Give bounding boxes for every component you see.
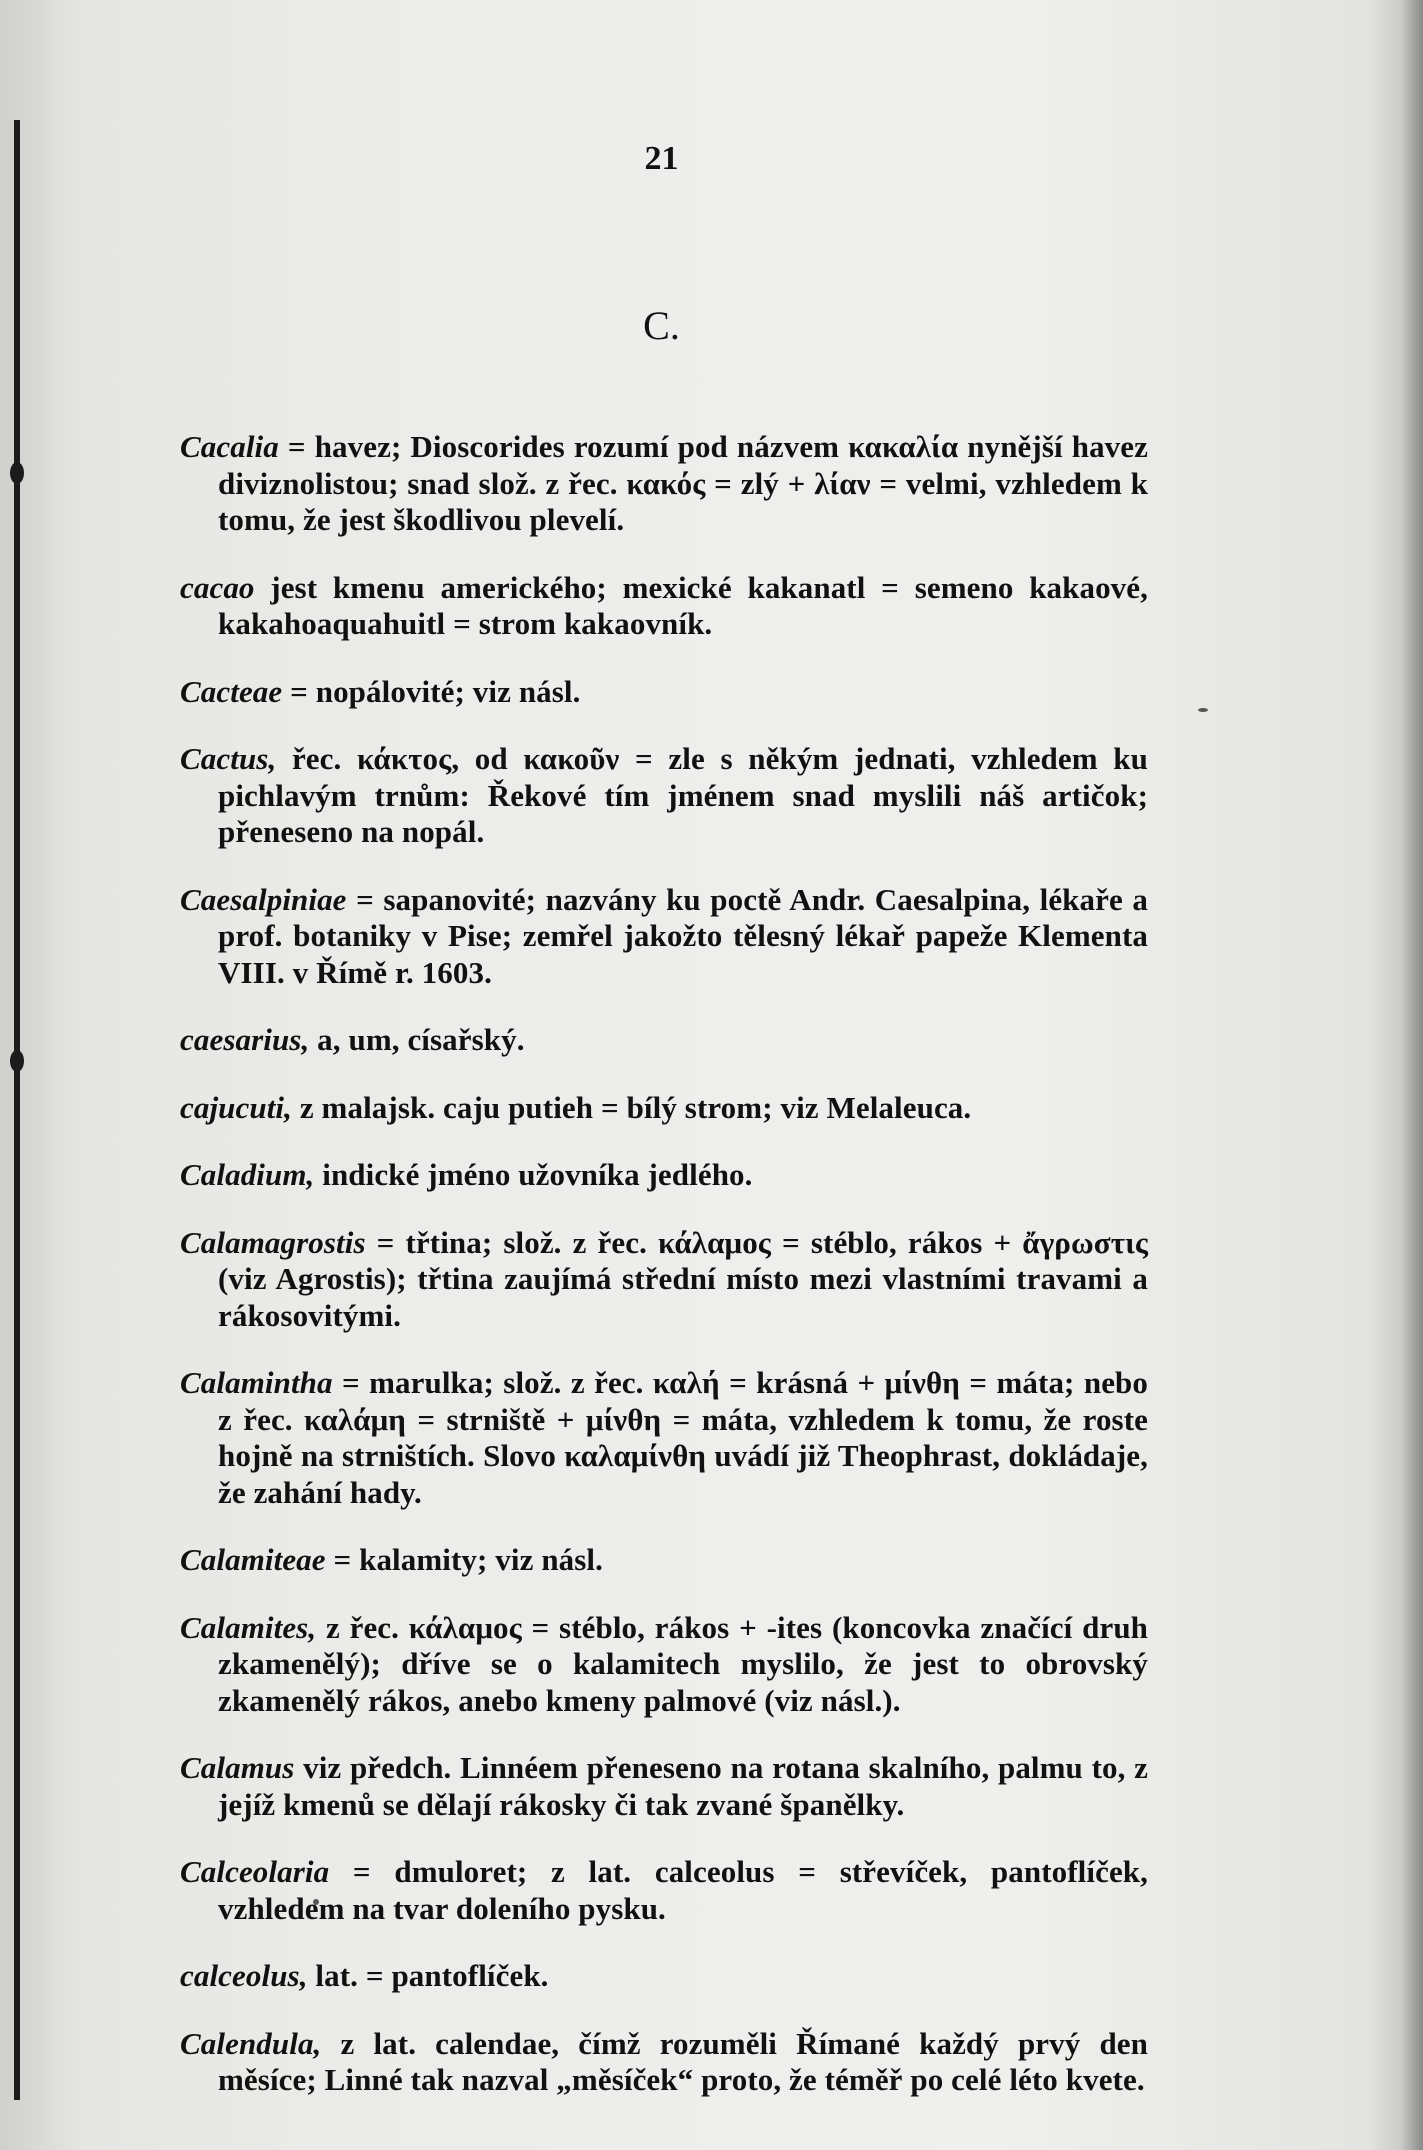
dictionary-entry (180, 674, 1148, 711)
entry-text: lat. = pantoflíček. (307, 1958, 549, 1993)
entry-text: z řec. κάλαμος = stéblo, rákos + -ites (koncovka značící druh zkamenělý); dříve se o kalamitech myslilo, že jest to obrovský zkamenělý rákos, anebo kmeny palmové (viz násl.). (218, 1609, 1148, 1718)
scan-speck (1198, 708, 1208, 712)
dictionary-entry (180, 1610, 1148, 1720)
dictionary-entry (180, 1157, 1148, 1194)
entry-headword: Calceolaria (180, 1854, 330, 1889)
dictionary-entry (180, 882, 1148, 992)
entry-text: = havez; Dioscorides rozumí pod názvem κακαλία nynější havez diviznolistou; snad slož. z řec. κακός = zlý + λίαν = velmi, vzhledem k tomu, že jest škodlivou plevelí. (218, 429, 1148, 537)
entry-text: a, um, císařský. (309, 1022, 525, 1057)
binding-mark (10, 462, 24, 484)
entry-headword: calceolus, (180, 1958, 308, 1993)
dictionary-entry (180, 1750, 1148, 1823)
entry-headword: Cacalia (180, 429, 279, 464)
dictionary-entry (180, 1365, 1148, 1511)
page-number: 21 (644, 140, 679, 177)
entry-headword: Caesalpiniae (180, 881, 347, 917)
entry-headword: cajucuti, (180, 1089, 292, 1125)
binding-edge (14, 120, 20, 2100)
entry-headword: Calendula, (180, 2025, 322, 2061)
entry-headword: Calamiteae (180, 1542, 326, 1577)
dictionary-entry (180, 741, 1148, 851)
entry-text: z lat. calendae, čímž rozuměli Římané každý prvý den měsíce; Linné tak nazval „měsíček“ proto, že téměř po celé léto kvete. (218, 2025, 1148, 2097)
entry-text: = sapanovité; nazvány ku poctě Andr. Caesalpina, lékaře a prof. botaniky v Pise; zemřel jakožto tělesný lékař papeže Klementa VIII. v Římě r. 1603. (218, 881, 1148, 990)
binding-mark (10, 1050, 24, 1072)
dictionary-entry (180, 1542, 1148, 1579)
dictionary-entry (180, 2026, 1148, 2099)
entry-headword: Calamites, (180, 1609, 317, 1645)
entry-headword: Cacteae (180, 673, 283, 709)
entry-text: viz předch. Linnéem přeneseno na rotana skalního, palmu to, z jejíž kmenů se dělají rákosky či tak zvané španělky. (218, 1750, 1148, 1822)
dictionary-entries (180, 398, 1148, 2106)
entry-headword: Calamagrostis (180, 1224, 366, 1260)
dictionary-entry (180, 570, 1148, 643)
entry-text: = marulka; slož. z řec. καλή = krásná + μίνθη = máta; nebo z řec. καλάμη = strniště + μίνθη = máta, vzhledem k tomu, že roste hojně na strništích. Slovo καλαμίνθη uvádí již Theophrast, dokládaje, že zahání hady. (218, 1365, 1148, 1510)
entry-headword: Calamintha (180, 1365, 333, 1400)
dictionary-entry (180, 429, 1148, 539)
entry-headword: Cactus, (180, 741, 277, 776)
entry-text: = třtina; slož. z řec. κάλαμος = stéblo, rákos + ἄγρωστις (viz Agrostis); třtina zaujímá střední místo mezi vlastními travami a rákosovitými. (218, 1224, 1148, 1333)
entry-text: z malajsk. caju putieh = bílý strom; viz Melaleuca. (292, 1089, 972, 1125)
entry-text: jest kmenu amerického; mexické kakanatl = semeno kakaové, kakahoaquahuitl = strom kakaovník. (218, 569, 1148, 641)
dictionary-entry (180, 1958, 1148, 1995)
page-edge-shadow (1401, 0, 1423, 2150)
entry-text: řec. κάκτος, od κακοῦν = zle s někým jednati, vzhledem ku pichlavým trnům: Řekové tím jménem snad myslili náš artičok; přeneseno na nopál. (218, 741, 1148, 849)
entry-headword: cacao (180, 569, 255, 605)
entry-headword: Caladium, (180, 1157, 315, 1192)
dictionary-entry (180, 1854, 1148, 1927)
entry-text: = dmuloret; z lat. calceolus = střevíček, pantoflíček, vzhledem na tvar doleního pysku. (218, 1854, 1148, 1926)
section-letter: C. (643, 303, 680, 348)
entry-headword: Calamus (180, 1750, 295, 1785)
dictionary-entry (180, 1225, 1148, 1335)
entry-headword: caesarius, (180, 1022, 310, 1057)
entry-text: = nopálovité; viz násl. (282, 673, 581, 709)
dictionary-entry (180, 1090, 1148, 1127)
dictionary-entry (180, 1022, 1148, 1059)
entry-text: indické jméno užovníka jedlého. (314, 1157, 753, 1192)
entry-text: = kalamity; viz násl. (325, 1542, 603, 1577)
